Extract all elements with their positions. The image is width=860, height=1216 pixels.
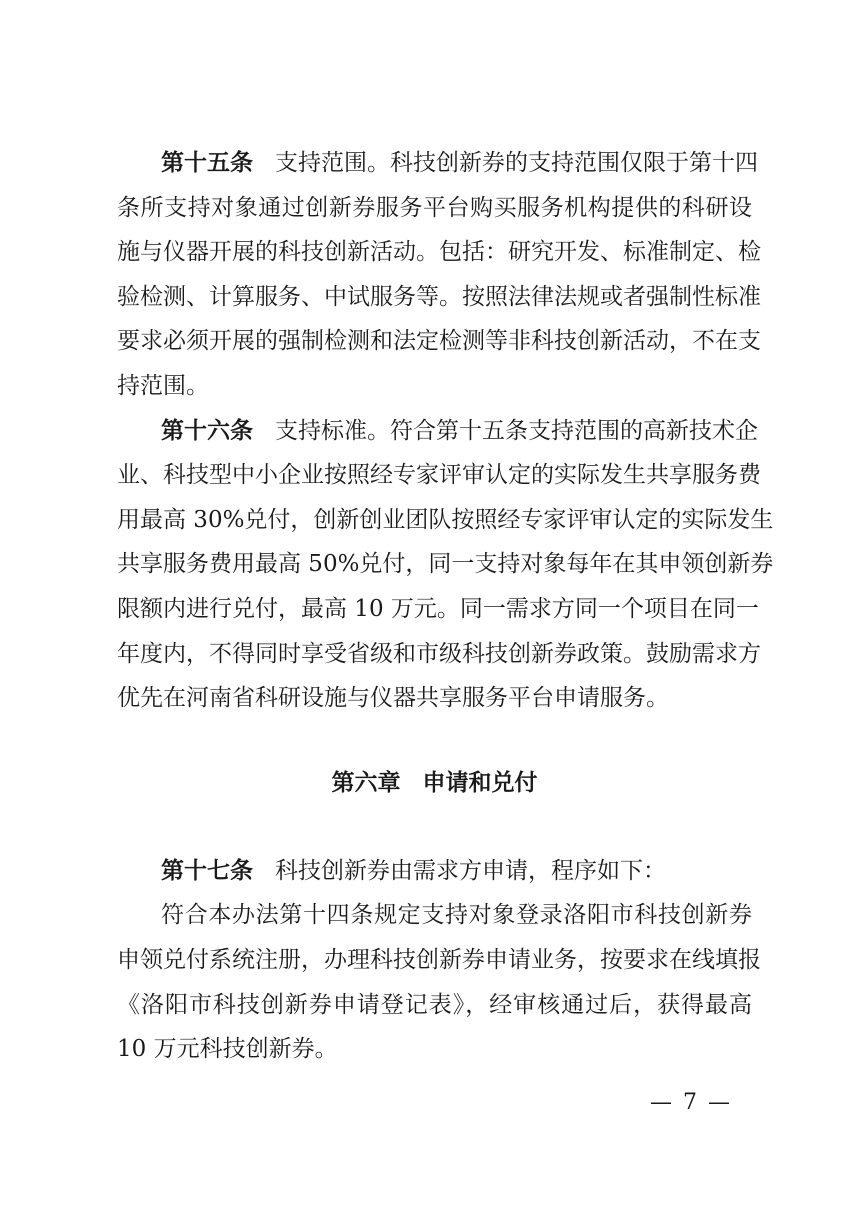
text-line: 限额内进行兑付，最高 10 万元。同一需求方同一个项目在同一 — [117, 595, 759, 622]
text-span: 支持标准。符合第十五条支持范围的高新技术企 — [275, 417, 758, 444]
article-lead: 第十七条 — [161, 857, 253, 884]
page-number: — 7 — — [650, 1090, 732, 1115]
article-16 — [117, 409, 774, 721]
chapter-heading — [117, 761, 752, 805]
article-lead: 第十五条 — [161, 150, 253, 176]
text-line: 《洛阳市科技创新券申请登记表》，经审核通过后，获得最高 — [117, 991, 752, 1018]
text-line — [117, 141, 758, 186]
text-span: 支持范围。科技创新券的支持范围仅限于第十四 — [275, 150, 758, 176]
text-line: 10 万元科技创新券。 — [117, 1036, 338, 1063]
text-line: 验检测、计算服务、中试服务等。按照法律法规或者强制性标准 — [117, 283, 761, 310]
article-lead: 第十六条 — [161, 417, 253, 444]
text-line — [117, 849, 752, 894]
chapter-number: 第六章 — [331, 769, 401, 796]
text-span: 科技创新券由需求方申请，程序如下： — [275, 857, 666, 884]
text-line: 年度内，不得同时享受省级和市级科技创新券政策。鼓励需求方 — [117, 640, 761, 667]
text-line: 优先在河南省科研设施与仪器共享服务平台申请服务。 — [117, 685, 669, 712]
text-line: 施与仪器开展的科技创新活动。包括：研究开发、标准制定、检 — [117, 239, 761, 266]
text-line — [117, 409, 758, 454]
text-line: 要求必须开展的强制检测和法定检测等非科技创新活动，不在支 — [117, 328, 761, 355]
text-line: 符合本办法第十四条规定支持对象登录洛阳市科技创新券 — [161, 902, 752, 929]
article-15 — [117, 141, 761, 409]
document-body — [117, 141, 774, 1072]
text-line: 条所支持对象通过创新券服务平台购买服务机构提供的科研设 — [117, 194, 752, 221]
text-line: 申领兑付系统注册，办理科技创新券申请业务，按要求在线填报 — [117, 946, 761, 973]
text-line: 持范围。 — [117, 372, 209, 399]
text-line: 共享服务费用最高 50%兑付，同一支持对象每年在其申领创新券 — [117, 551, 774, 578]
text-line: 用最高 30%兑付，创新创业团队按照经专家评审认定的实际发生 — [117, 506, 774, 533]
article-17 — [117, 849, 761, 1072]
text-line: 业、科技型中小企业按照经专家评审认定的实际发生共享服务费 — [117, 462, 761, 489]
chapter-title: 申请和兑付 — [422, 769, 538, 796]
